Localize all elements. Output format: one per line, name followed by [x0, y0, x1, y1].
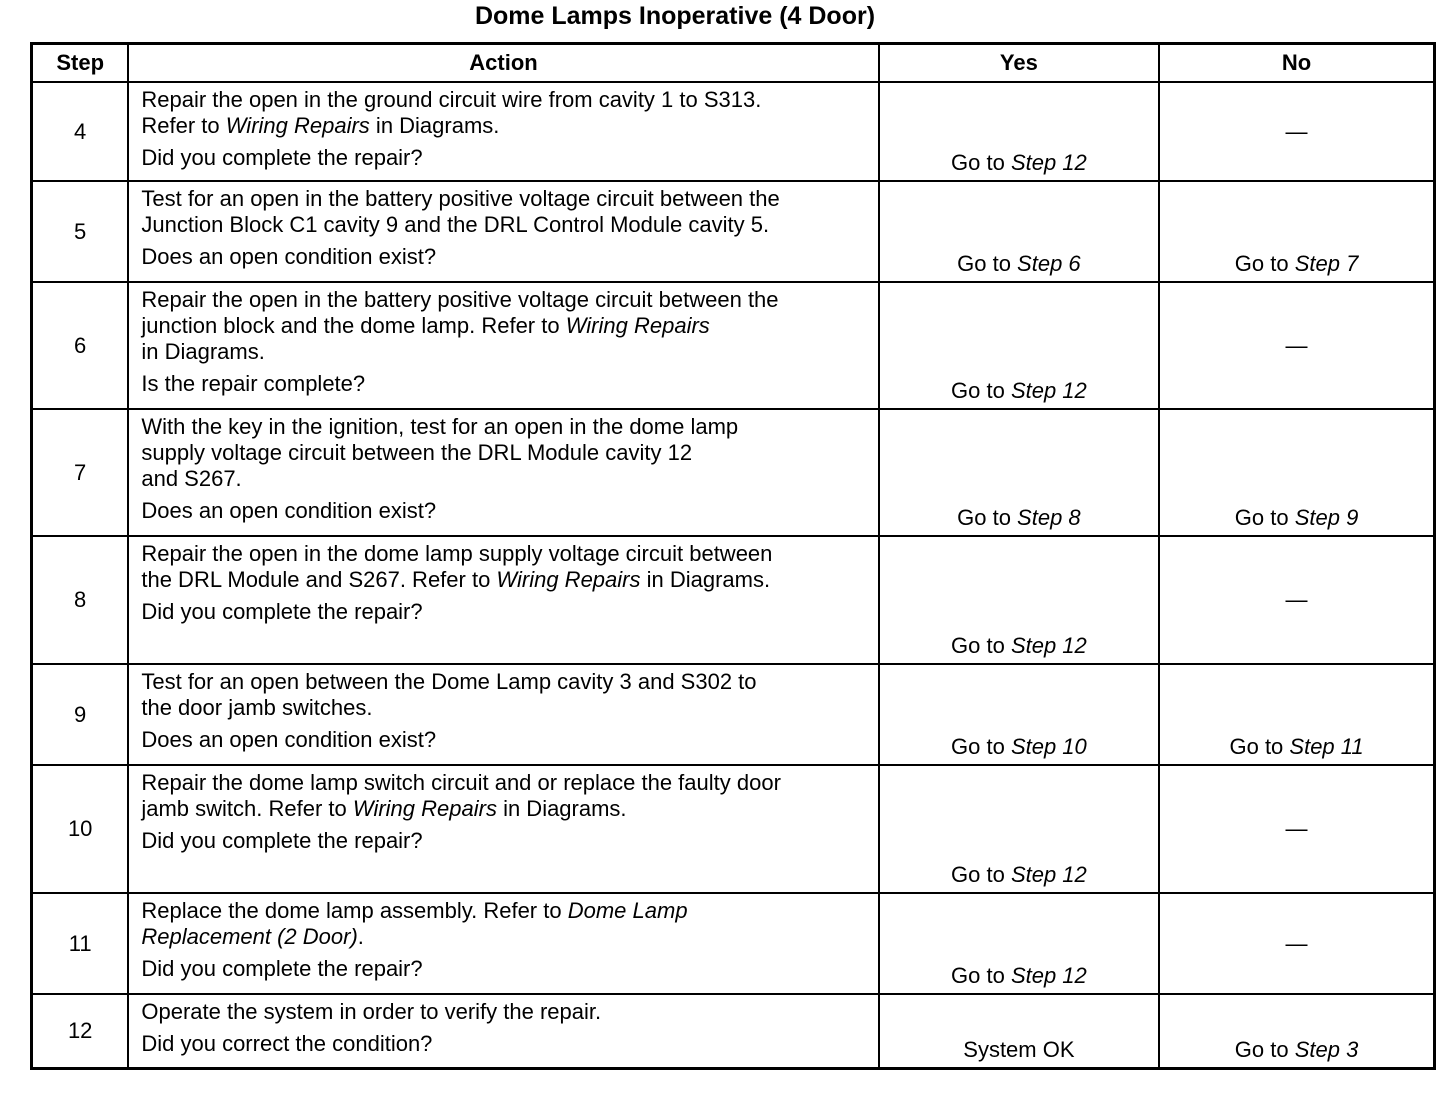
action-text: Repair the open in the dome lamp supply voltage circuit between the DRL Module and S267. Refer to [141, 541, 773, 592]
step-number: 12 [32, 994, 129, 1068]
yes-step-link[interactable]: Step 12 [1010, 862, 1087, 887]
action-question: Did you complete the repair? [141, 599, 423, 624]
no-result [1159, 765, 1434, 893]
no-result-text: Go to [1234, 1036, 1295, 1062]
yes-result [879, 664, 1159, 765]
yes-step-link[interactable]: Step 12 [1010, 378, 1087, 403]
action-description [141, 898, 867, 950]
reference-text: Wiring Repairs [352, 796, 497, 821]
action-cell [128, 893, 878, 994]
no-result-text: — [1285, 332, 1308, 358]
action-question: Does an open condition exist? [141, 727, 437, 752]
no-result [1159, 893, 1434, 994]
header-action: Action [128, 44, 878, 83]
reference-text: Wiring Repairs [565, 313, 710, 338]
yes-result [879, 181, 1159, 282]
action-description [141, 770, 867, 822]
step-number: 8 [32, 536, 129, 664]
table-row [32, 893, 1435, 994]
no-result [1159, 536, 1434, 664]
no-result [1159, 664, 1434, 765]
action-text: Operate the system in order to verify the repair. [141, 999, 602, 1024]
yes-result-text: Go to [951, 633, 1011, 658]
no-result-text: Go to [1234, 505, 1295, 530]
table-header-row [32, 44, 1435, 83]
action-question: Does an open condition exist? [141, 498, 437, 523]
action-text: Test for an open between the Dome Lamp cavity 3 and S302 to the door jamb switches. [141, 669, 757, 720]
yes-result-text: Go to [951, 734, 1011, 759]
no-result-text: — [1285, 816, 1308, 841]
yes-result [879, 282, 1159, 409]
reference-text: Wiring Repairs [225, 113, 370, 138]
action-description [141, 541, 867, 593]
yes-step-link[interactable]: Step 12 [1010, 150, 1087, 175]
action-description [141, 287, 867, 365]
action-cell [128, 536, 878, 664]
table-row [32, 282, 1435, 409]
action-question: Did you complete the repair? [141, 828, 423, 853]
action-text: With the key in the ignition, test for an open in the dome lamp supply voltage circuit between the DRL Module cavity 12 and S267. [141, 414, 739, 491]
yes-step-link[interactable]: Step 6 [1017, 251, 1081, 276]
step-number: 5 [32, 181, 129, 282]
reference-text: Dome Lamp Replacement (2 Door) [141, 898, 688, 949]
no-step-link[interactable]: Step 9 [1294, 505, 1359, 530]
table-row [32, 409, 1435, 536]
action-text: Repair the open in the ground circuit wire from cavity 1 to S313. Refer to [141, 87, 762, 138]
action-cell [128, 765, 878, 893]
yes-result [879, 409, 1159, 536]
yes-result [879, 536, 1159, 664]
yes-result-text: Go to [951, 963, 1011, 988]
table-row [32, 181, 1435, 282]
action-cell [128, 664, 878, 765]
action-cell [128, 82, 878, 181]
reference-text: Wiring Repairs [496, 567, 641, 592]
no-result-text: Go to [1229, 734, 1290, 759]
yes-step-link[interactable]: Step 12 [1010, 963, 1087, 988]
action-question: Did you complete the repair? [141, 956, 423, 981]
yes-result-text: Go to [951, 378, 1011, 403]
action-question: Is the repair complete? [141, 371, 366, 396]
no-result-text: — [1285, 118, 1308, 144]
page-title: Dome Lamps Inoperative (4 Door) [474, 2, 876, 30]
table-row [32, 82, 1435, 181]
action-text: in Diagrams. [640, 567, 771, 592]
action-text: in Diagrams. [369, 113, 500, 138]
step-number: 11 [32, 893, 129, 994]
no-result-text: Go to [1234, 251, 1295, 276]
action-text: in Diagrams. [496, 796, 627, 821]
action-description [141, 414, 867, 492]
table-row [32, 994, 1435, 1068]
action-description [141, 87, 867, 139]
action-text: Test for an open in the battery positive voltage circuit between the Junction Block C1 cavity 9 and the DRL Control Module cavity 5. [141, 186, 780, 237]
action-question: Did you correct the condition? [141, 1031, 433, 1056]
no-step-link[interactable]: Step 7 [1294, 251, 1359, 276]
action-text: in Diagrams. [141, 339, 265, 364]
action-description [141, 999, 867, 1025]
diagnostic-table [30, 42, 1436, 1070]
header-no: No [1159, 44, 1434, 83]
action-text: Repair the dome lamp switch circuit and or replace the faulty door jamb switch. Refer to [141, 770, 781, 821]
yes-step-link[interactable]: Step 12 [1010, 633, 1087, 658]
yes-result-text: Go to [957, 505, 1018, 530]
step-number: 10 [32, 765, 129, 893]
no-result [1159, 994, 1434, 1068]
yes-step-link[interactable]: Step 8 [1017, 505, 1081, 530]
step-number: 7 [32, 409, 129, 536]
no-result [1159, 282, 1434, 409]
yes-result [879, 893, 1159, 994]
action-text: Repair the open in the battery positive voltage circuit between the junction block and the dome lamp. Refer to [141, 287, 779, 338]
yes-result [879, 765, 1159, 893]
yes-step-link[interactable]: Step 10 [1010, 734, 1087, 759]
action-cell [128, 409, 878, 536]
header-step: Step [32, 44, 129, 83]
action-cell [128, 994, 878, 1068]
no-step-link[interactable]: Step 11 [1289, 734, 1364, 759]
action-text: . [357, 924, 364, 949]
no-result [1159, 82, 1434, 181]
table-row [32, 765, 1435, 893]
no-step-link[interactable]: Step 3 [1294, 1036, 1359, 1062]
yes-result-text: Go to [951, 862, 1011, 887]
step-number: 4 [32, 82, 129, 181]
yes-result-text: Go to [951, 150, 1011, 175]
action-cell [128, 181, 878, 282]
yes-result-text: Go to [957, 251, 1018, 276]
no-result-text: — [1285, 930, 1308, 956]
yes-result [879, 82, 1159, 181]
yes-result-text: System OK [963, 1036, 1075, 1062]
yes-result [879, 994, 1159, 1068]
action-text: Replace the dome lamp assembly. Refer to [141, 898, 568, 923]
table-row [32, 664, 1435, 765]
step-number: 6 [32, 282, 129, 409]
action-description [141, 186, 867, 238]
step-number: 9 [32, 664, 129, 765]
no-result [1159, 181, 1434, 282]
no-result [1159, 409, 1434, 536]
action-cell [128, 282, 878, 409]
action-question: Does an open condition exist? [141, 244, 437, 269]
header-yes: Yes [879, 44, 1159, 83]
no-result-text: — [1285, 587, 1308, 612]
action-description [141, 669, 867, 721]
table-row [32, 536, 1435, 664]
action-question: Did you complete the repair? [141, 145, 423, 170]
